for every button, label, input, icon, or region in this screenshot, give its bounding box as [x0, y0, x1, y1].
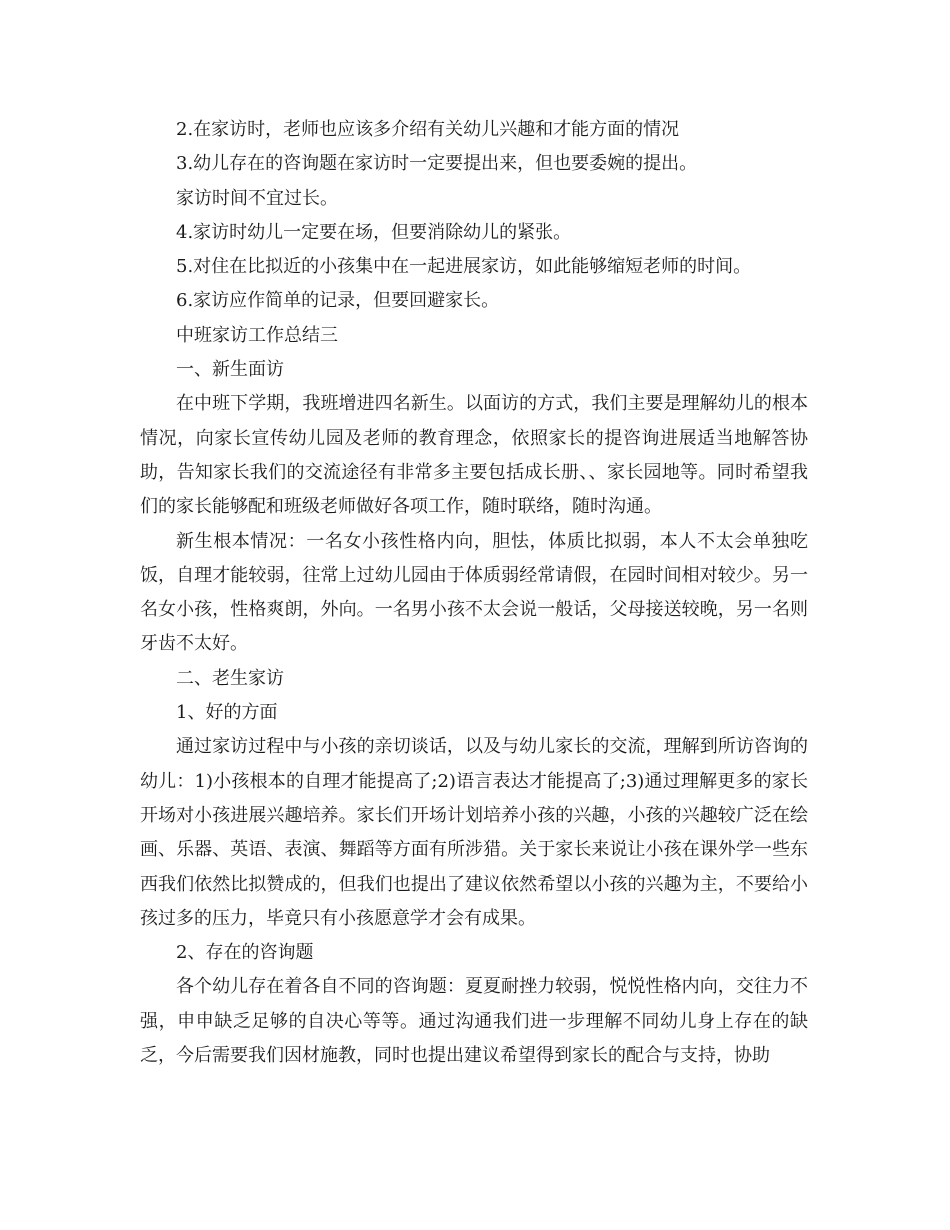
paragraph-existing-problems: 各个幼儿存在着各自不同的咨询题：夏夏耐挫力较弱，悦悦性格内向，交往力不强，申申缺乏足够的自决心等等。通过沟通我们进一步理解不同幼儿身上存在的缺乏，今后需要我们因材施教，同时也提出建议希望得到家长的配合与支持，协助 [140, 976, 808, 1067]
heading-old-student-visit: 二、老生家访 [176, 667, 284, 689]
paragraph-tip-5: 5.对住在比拟近的小孩集中在一起进展家访，如此能够缩短老师的时间。 [176, 256, 752, 278]
subheading-existing-problems: 2、存在的咨询题 [176, 942, 314, 964]
section-title: 中班家访工作总结三 [176, 324, 338, 346]
paragraph-tip-3: 3.幼儿存在的咨询题在家访时一定要提出来，但也要委婉的提出。 [176, 153, 698, 175]
paragraph-tip-2: 2.在家访时，老师也应该多介绍有关幼儿兴趣和才能方面的情况 [176, 119, 680, 140]
paragraph-new-student-interview: 在中班下学期，我班增进四名新生。以面访的方式，我们主要是理解幼儿的根本情况，向家长宣传幼儿园及老师的教育理念，依照家长的提咨询进展适当地解答协助，告知家长我们的交流途径有非常多主要包括成长册、、家长园地等。同时希望我们的家长能够配和班级老师做好各项工作，随时联络，随时沟通。 [140, 393, 808, 518]
paragraph-tip-6: 6.家访应作简单的记录，但要回避家长。 [176, 290, 500, 312]
subheading-good-aspects: 1、好的方面 [176, 702, 278, 724]
paragraph-tip-3-continued: 家访时间不宜过长。 [176, 187, 338, 209]
paragraph-new-student-situation: 新生根本情况：一名女小孩性格内向，胆怯，体质比拟弱，本人不太会单独吃饭，自理才能较弱，往常上过幼儿园由于体质弱经常请假，在园时间相对较少。另一名女小孩，性格爽朗，外向。一名男小孩不太会说一般话，父母接送较晚，另一名则牙齿不太好。 [140, 530, 808, 655]
paragraph-tip-4: 4.家访时幼儿一定要在场，但要消除幼儿的紧张。 [176, 221, 572, 243]
document-body [140, 113, 808, 1073]
heading-new-student-interview: 一、新生面访 [176, 359, 284, 381]
paragraph-good-aspects: 通过家访过程中与小孩的亲切谈话，以及与幼儿家长的交流，理解到所访咨询的幼儿：1)小孩根本的自理才能提高了;2)语言表达才能提高了;3)通过理解更多的家长开场对小孩进展兴趣培养。家长们开场计划培养小孩的兴趣，小孩的兴趣较广泛在绘画、乐器、英语、表演、舞蹈等方面有所涉猎。关于家长来说让小孩在课外学一些东西我们依然比拟赞成的，但我们也提出了建议依然希望以小孩的兴趣为主，不要给小孩过多的压力，毕竟只有小孩愿意学才会有成果。 [140, 736, 808, 929]
